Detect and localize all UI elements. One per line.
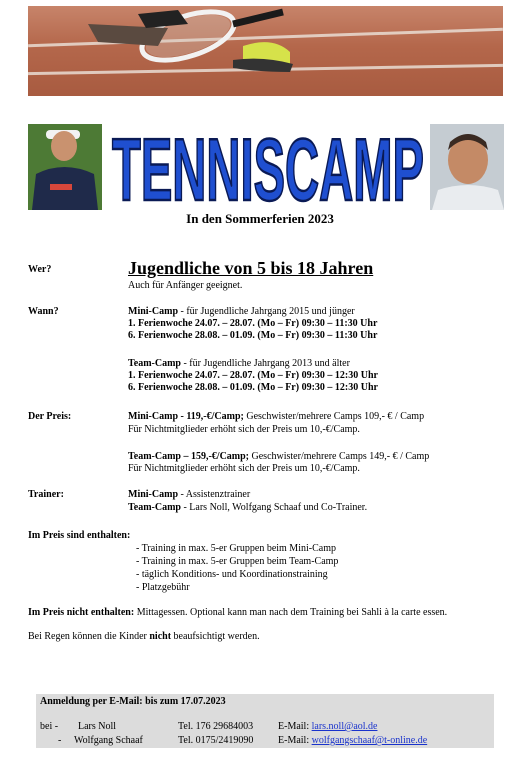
wann-label: Wann? [28,306,59,317]
mini-camp-desc: Mini-Camp - für Jugendliche Jahrgang 2015 und jünger [128,306,355,317]
trainer-photo-right [430,124,504,210]
contact-phone: Tel. 0175/2419090 [178,735,254,746]
not-included-text: Mittagessen. Optional kann man nach dem Training bei Sahli à la carte essen. [134,607,448,618]
mini-nonmember-note: Für Nichtmitglieder erhöht sich der Preis um 10,-€/Camp. [128,424,360,435]
contact-email: E-Mail: wolfgangschaaf@t-online.de [278,735,428,746]
target-group-headline: Jugendliche von 5 bis 18 Jahren [128,258,374,278]
not-included [28,607,447,619]
trainer-photo-icon [430,124,504,210]
email-link[interactable]: wolfgangschaaf@t-online.de [311,735,428,746]
wer-label: Wer? [28,264,52,275]
tennis-banner-image [28,6,503,96]
not-included-label: Im Preis nicht enthalten: [28,607,135,618]
subtitle: In den Sommerferien 2023 [186,211,334,226]
email-link[interactable]: lars.noll@aol.de [311,721,378,732]
included-item: - Training in max. 5-er Gruppen beim Team-Camp [136,556,339,567]
tennis-racket-icon [28,6,503,96]
registration-heading: Anmeldung per E-Mail: bis zum 17.07.2023 [40,696,226,707]
team-camp-desc: Team-Camp - für Jugendliche Jahrgang 2013 und älter [128,358,350,369]
team-week-6: 6. Ferienwoche 28.08. – 01.09. (Mo – Fr) 09:30 – 12:30 Uhr [128,382,378,393]
included-item: - Platzgebühr [136,582,190,593]
team-nonmember-note: Für Nichtmitglieder erhöht sich der Preis um 10,-€/Camp. [128,463,360,474]
contact-name: Lars Noll [78,721,117,732]
preis-label: Der Preis: [28,411,72,422]
included-item: - Training in max. 5-er Gruppen beim Mini-Camp [136,543,336,554]
mini-camp-name: Mini-Camp [128,306,178,317]
contact-phone: Tel. 176 29684003 [178,721,254,732]
team-week-1: 1. Ferienwoche 24.07. – 28.07. (Mo – Fr) 09:30 – 12:30 Uhr [128,370,378,381]
team-trainer: Team-Camp - Lars Noll, Wolfgang Schaaf und Co-Trainer. [128,502,368,513]
mini-price: Mini-Camp - 119,-€/Camp; Geschwister/mehrere Camps 109,- € / Camp [128,411,425,422]
title-text: TENNISCAMP [112,120,424,208]
rain-note: Bei Regen können die Kinder nicht beaufsichtigt werden. [28,631,260,642]
team-camp-name: Team-Camp [128,358,181,369]
trainer-label: Trainer: [28,489,64,500]
mini-week-6: 6. Ferienwoche 28.08. – 01.09. (Mo – Fr) 09:30 – 11:30 Uhr [128,330,378,341]
dash-label: - [58,735,62,746]
tenniscamp-title [110,112,426,208]
trainer-photo-left [28,124,102,210]
mini-week-1: 1. Ferienwoche 24.07. – 28.07. (Mo – Fr) 09:30 – 11:30 Uhr [128,318,378,329]
contact-name: Wolfgang Schaaf [74,735,143,746]
included-label: Im Preis sind enthalten: [28,530,131,541]
bei-label: bei - [40,721,59,732]
included-item: - täglich Konditions- und Koordinationstraining [136,569,328,580]
contact-email: E-Mail: lars.noll@aol.de [278,721,378,732]
beginners-note: Auch für Anfänger geeignet. [128,280,243,291]
trainer-photo-icon [28,124,102,210]
mini-trainer: Mini-Camp - Assistenztrainer [128,489,251,500]
team-price: Team-Camp – 159,-€/Camp; Geschwister/mehrere Camps 149,- € / Camp [128,451,430,462]
